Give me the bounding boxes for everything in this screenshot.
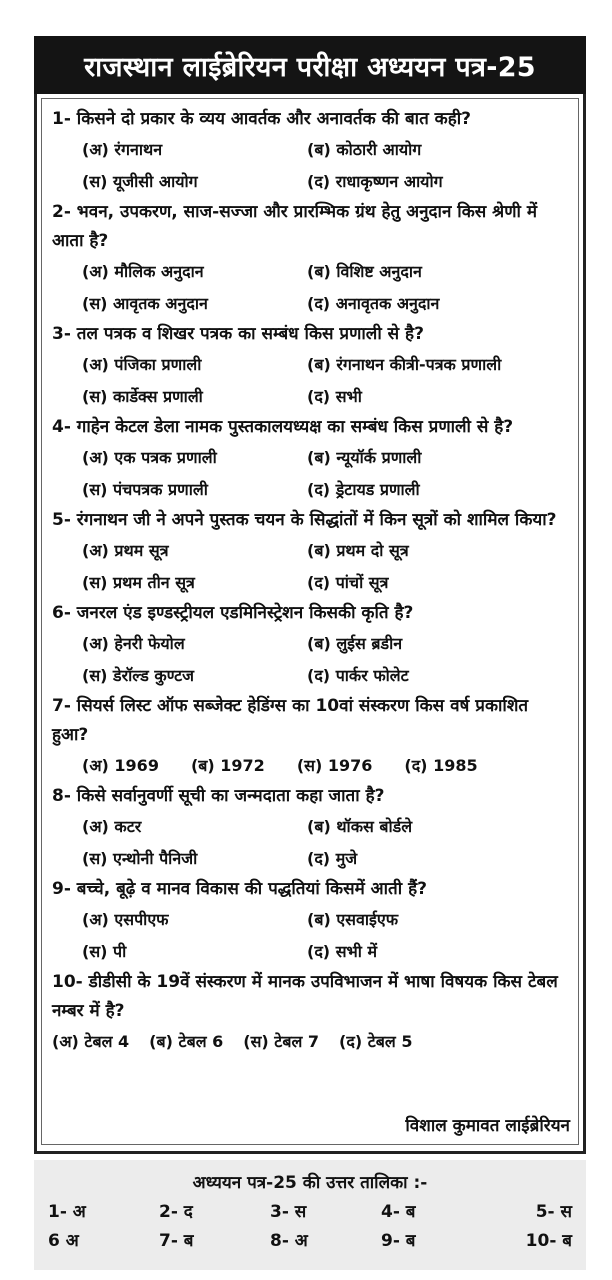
question-item (52, 875, 570, 968)
answer-cell: 5- स (535, 1202, 572, 1222)
question-item (52, 692, 570, 782)
option: (ब) प्रथम दो सूत्र (307, 541, 409, 560)
option: (अ) कटर (82, 817, 142, 836)
option: (अ) पंजिका प्रणाली (82, 355, 202, 374)
question-item (52, 320, 570, 413)
question-list (41, 98, 579, 1145)
option: (स) एन्थोनी पैनिजी (82, 849, 198, 868)
option: (स) पी (82, 942, 127, 961)
option: (स) पंचपत्रक प्रणाली (82, 480, 208, 499)
answer-cell: 4- ब (381, 1202, 416, 1222)
option-grid (52, 811, 570, 875)
option: (अ) हेनरी फेयोल (82, 634, 185, 653)
question-item (52, 198, 570, 320)
question-text: 3- तल पत्रक व शिखर पत्रक का सम्बंध किस प्रणाली से है? (52, 324, 424, 344)
option: (द) सभी (307, 387, 362, 406)
answer-cell: 6 अ (48, 1231, 79, 1251)
option-grid (52, 535, 570, 599)
page-title: राजस्थान लाईब्रेरियन परीक्षा अध्ययन पत्र-25 (84, 51, 536, 83)
option: (अ) एसपीएफ (82, 910, 169, 929)
answer-key-title: अध्ययन पत्र-25 की उत्तर तालिका :- (192, 1173, 428, 1193)
option: (स) टेबल 7 (243, 1032, 320, 1051)
answer-cell: 9- ब (381, 1231, 416, 1251)
question-frame (34, 94, 586, 1154)
answer-cell: 1- अ (48, 1202, 86, 1222)
option: (स) प्रथम तीन सूत्र (82, 573, 195, 592)
option-grid (52, 349, 570, 413)
question-text: 6- जनरल एंड इण्डस्ट्रीयल एडमिनिस्ट्रेशन किसकी कृति है? (52, 603, 414, 623)
option: (द) पार्कर फोलेट (307, 666, 409, 685)
option: (द) राधाकृष्णन आयोग (307, 172, 443, 191)
option-row (52, 750, 570, 782)
option: (अ) 1969 (82, 756, 159, 775)
option: (द) सभी में (307, 942, 378, 961)
question-text: 1- किसने दो प्रकार के व्यय आवर्तक और अनावर्तक की बात कही? (52, 109, 472, 129)
option: (द) टेबल 5 (339, 1032, 413, 1051)
option-grid (52, 904, 570, 968)
question-item (52, 968, 570, 1058)
question-text: 4- गाहेन केटल डेला नामक पुस्तकालयध्यक्ष का सम्बंध किस प्रणाली से है? (52, 417, 514, 437)
option: (स) आवृतक अनुदान (82, 294, 208, 313)
option: (ब) 1972 (190, 756, 265, 775)
option: (अ) टेबल 4 (52, 1032, 130, 1051)
answer-cell: 2- द (159, 1202, 193, 1222)
option: (स) 1976 (296, 756, 373, 775)
option: (ब) विशिष्ट अनुदान (307, 262, 422, 281)
answer-cell: 7- ब (159, 1231, 194, 1251)
option-grid (52, 628, 570, 692)
option: (द) ड्रेटायड प्रणाली (307, 480, 420, 499)
question-item (52, 599, 570, 692)
option: (ब) लुईस ब्रडीन (307, 634, 403, 653)
option: (अ) रंगनाथन (82, 140, 163, 159)
answer-key (34, 1160, 586, 1270)
option: (ब) टेबल 6 (149, 1032, 224, 1051)
question-text: 8- किसे सर्वानुवर्णी सूची का जन्मदाता कहा जाता है? (52, 786, 385, 806)
question-text: 5- रंगनाथन जी ने अपने पुस्तक चयन के सिद्धांतों में किन सूत्रों को शामिल किया? (52, 510, 557, 530)
option-row (52, 1026, 570, 1058)
header-bar (34, 36, 586, 94)
option-grid (52, 442, 570, 506)
option-grid (52, 134, 570, 198)
option: (अ) प्रथम सूत्र (82, 541, 169, 560)
question-item (52, 105, 570, 198)
question-item (52, 506, 570, 599)
option: (ब) कोठारी आयोग (307, 140, 422, 159)
option: (स) डेरॉल्ड कुण्टज (82, 666, 195, 685)
answer-cell: 8- अ (270, 1231, 308, 1251)
option: (स) कार्डेक्स प्रणाली (82, 387, 203, 406)
option: (ब) न्यूयॉर्क प्रणाली (307, 448, 422, 467)
question-item (52, 413, 570, 506)
question-text: 2- भवन, उपकरण, साज-सज्जा और प्रारम्भिक ग्रंथ हेतु अनुदान किस श्रेणी में आता है? (52, 202, 537, 251)
answer-row (34, 1228, 586, 1251)
option: (अ) एक पत्रक प्रणाली (82, 448, 217, 467)
option: (स) यूजीसी आयोग (82, 172, 198, 191)
option: (द) पांचों सूत्र (307, 573, 389, 592)
option: (ब) रंगनाथन कीत्री-पत्रक प्रणाली (307, 355, 502, 374)
question-item (52, 782, 570, 875)
answer-cell: 10- ब (525, 1231, 572, 1251)
option: (ब) एसवाईएफ (307, 910, 399, 929)
answer-cell: 3- स (270, 1202, 307, 1222)
answer-row (34, 1199, 586, 1222)
option: (द) अनावृतक अनुदान (307, 294, 440, 313)
question-text: 9- बच्चे, बूढ़े व मानव विकास की पद्धतियां किसमें आती हैं? (52, 879, 427, 899)
option: (द) मुजे (307, 849, 358, 868)
option-grid (52, 256, 570, 320)
question-text: 10- डीडीसी के 19वें संस्करण में मानक उपविभाजन में भाषा विषयक किस टेबल नम्बर में है? (52, 972, 558, 1021)
author-signature: विशाल कुमावत लाईब्रेरियन (405, 1116, 570, 1136)
question-text: 7- सियर्स लिस्ट ऑफ सब्जेक्ट हेडिंग्स का 10वां संस्करण किस वर्ष प्रकाशित हुआ? (52, 696, 529, 745)
option: (द) 1985 (404, 756, 478, 775)
option: (अ) मौलिक अनुदान (82, 262, 204, 281)
option: (ब) थॉकस बोर्डले (307, 817, 413, 836)
